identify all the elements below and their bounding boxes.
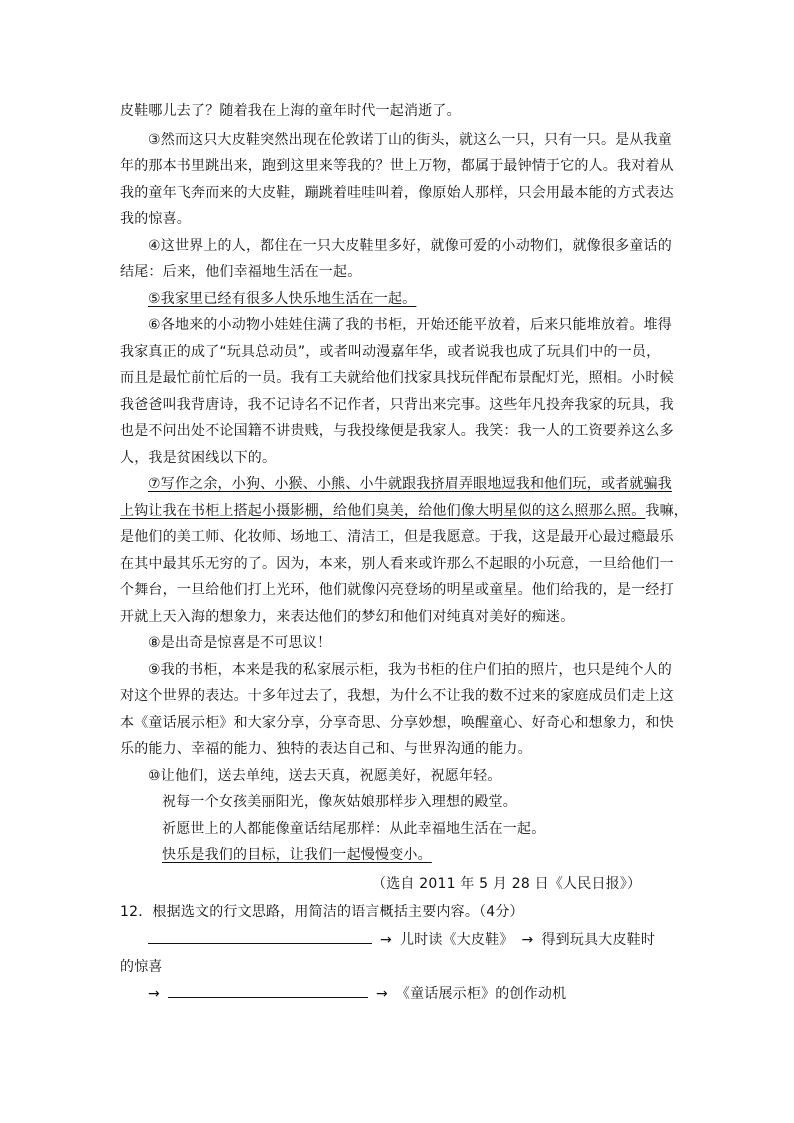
text-line xyxy=(120,502,689,520)
answer-row-1 xyxy=(148,931,708,949)
paragraph-10-line: ⑩让他们，送去单纯，送去天真，祝愿美好，祝愿年轻。 xyxy=(148,768,502,784)
poem-line: 祝每一个女孩美丽阳光，像灰姑娘那样步入理想的殿堂。 xyxy=(162,794,517,810)
text-line: 我爸爸叫我背唐诗，我不记诗名不记作者，只背出来完事。这些年凡投奔我家的玩具，我 xyxy=(120,397,674,413)
paragraph-8-line: ⑧是出奇是惊喜是不可思议！ xyxy=(148,635,332,651)
poem-line-underlined: 快乐是我们的目标，让我们一起慢慢变小。 xyxy=(162,847,432,863)
text-line: 个舞台，一旦给他们打上光环，他们就像闪亮登场的明星或童星。他们给我的，是一经打 xyxy=(120,582,674,598)
paragraph-7-underlined: ⑦写作之余，小狗、小猴、小熊、小牛就跟我挤眉弄眼地逗我和他们玩，或者就骗我 xyxy=(148,476,672,492)
paragraph-9-line: ⑨我的书柜，本来是我的私家展示柜，我为书柜的住户们拍的照片，也只是纯个人的 xyxy=(148,662,672,678)
arrow-icon: → xyxy=(375,986,388,1002)
text-line: 而且是最忙前忙后的一员。我有工夫就给他们找家具找玩伴配布景配灯光，照相。小时候 xyxy=(120,370,674,386)
text-line: 我家真正的成了“玩具总动员”，或者叫动漫嘉年华，或者说我也成了玩具们中的一员， xyxy=(120,344,661,360)
paragraph-4-line: ④这世界上的人，都住在一只大皮鞋里多好，就像可爱的小动物们，就像很多童话的 xyxy=(148,238,672,254)
text-line: 我的惊喜。 xyxy=(120,211,191,227)
text-line: 我的童年飞奔而来的大皮鞋，蹦跳着哇哇叫着，像原始人那样，只会用最本能的方式表达 xyxy=(120,185,674,201)
answer-blank-2[interactable] xyxy=(168,985,368,998)
text-line: 皮鞋哪儿去了？随着我在上海的童年时代一起消逝了。 xyxy=(120,103,461,119)
text-line: 在其中最其乐无穷的了。因为，本来，别人看来或许那么不起眼的小玩意，一旦给他们一 xyxy=(120,556,674,572)
paragraph-6-line: ⑥各地来的小动物小娃娃住满了我的书柜，开始还能平放着，后来只能堆放着。堆得 xyxy=(148,317,672,333)
answer-row-2 xyxy=(148,985,708,1003)
text-fragment: 我嘛， xyxy=(645,503,689,519)
text-line: 是他们的美工师、化妆师、场地工、清洁工，但是我愿意。于我，这是最开心最过瘾最乐 xyxy=(120,529,674,545)
text-line: 开就上天入海的想象力，来表达他们的梦幻和他们对纯真对美好的痴迷。 xyxy=(120,609,575,625)
paragraph-5-underlined: ⑤我家里已经有很多人快乐地生活在一起。 xyxy=(148,291,417,307)
text-line: 乐的能力、幸福的能力、独特的表达自己和、与世界沟通的能力。 xyxy=(120,741,532,757)
answer-step-label: 得到玩具大皮鞋时 xyxy=(541,932,656,948)
answer-step-label: 《童话展示柜》的创作动机 xyxy=(395,986,567,1002)
text-line: 对这个世界的表达。十多年过去了，我想，为什么不让我的数不过来的家庭成员们走上这 xyxy=(120,688,674,704)
answer-step-label: 儿时读《大皮鞋》 xyxy=(399,932,514,948)
text-line: 年的那本书里跳出来，跑到这里来等我的？世上万物，都属于最钟情于它的人。我对着从 xyxy=(120,158,674,174)
paragraph-3-line: ③然而这只大皮鞋突然出现在伦敦诺丁山的街头，就这么一只，只有一只。是从我童 xyxy=(148,132,672,148)
text-line: 也是不问出处不论国籍不讲贵贱，与我投缘便是我家人。我笑：我一人的工资要养这么多 xyxy=(120,423,674,439)
arrow-icon: → xyxy=(380,932,392,948)
arrow-icon: → xyxy=(521,932,534,948)
poem-line: 祈愿世上的人都能像童话结尾那样：从此幸福地生活在一起。 xyxy=(162,821,546,837)
text-line: 人，我是贫困线以下的。 xyxy=(120,450,277,466)
text-line: 本《童话展示柜》和大家分享，分享奇思、分享妙想，唤醒童心、好奇心和想象力，和快 xyxy=(120,715,674,731)
source-citation: （选自 2011 年 5 月 28 日《人民日报》） xyxy=(372,876,642,892)
answer-wrap-line: 的惊喜 xyxy=(120,959,163,975)
text-line: 结尾：后来，他们幸福地生活在一起。 xyxy=(120,264,362,280)
answer-blank-1[interactable] xyxy=(148,931,372,944)
question-12: 12．根据选文的行文思路，用简洁的语言概括主要内容。（4分） xyxy=(120,904,524,920)
underlined-sentence: 上钩让我在书柜上搭起小摄影棚，给他们臭美，给他们像大明星似的这么照那么照。 xyxy=(120,503,646,519)
arrow-icon: → xyxy=(148,986,160,1002)
